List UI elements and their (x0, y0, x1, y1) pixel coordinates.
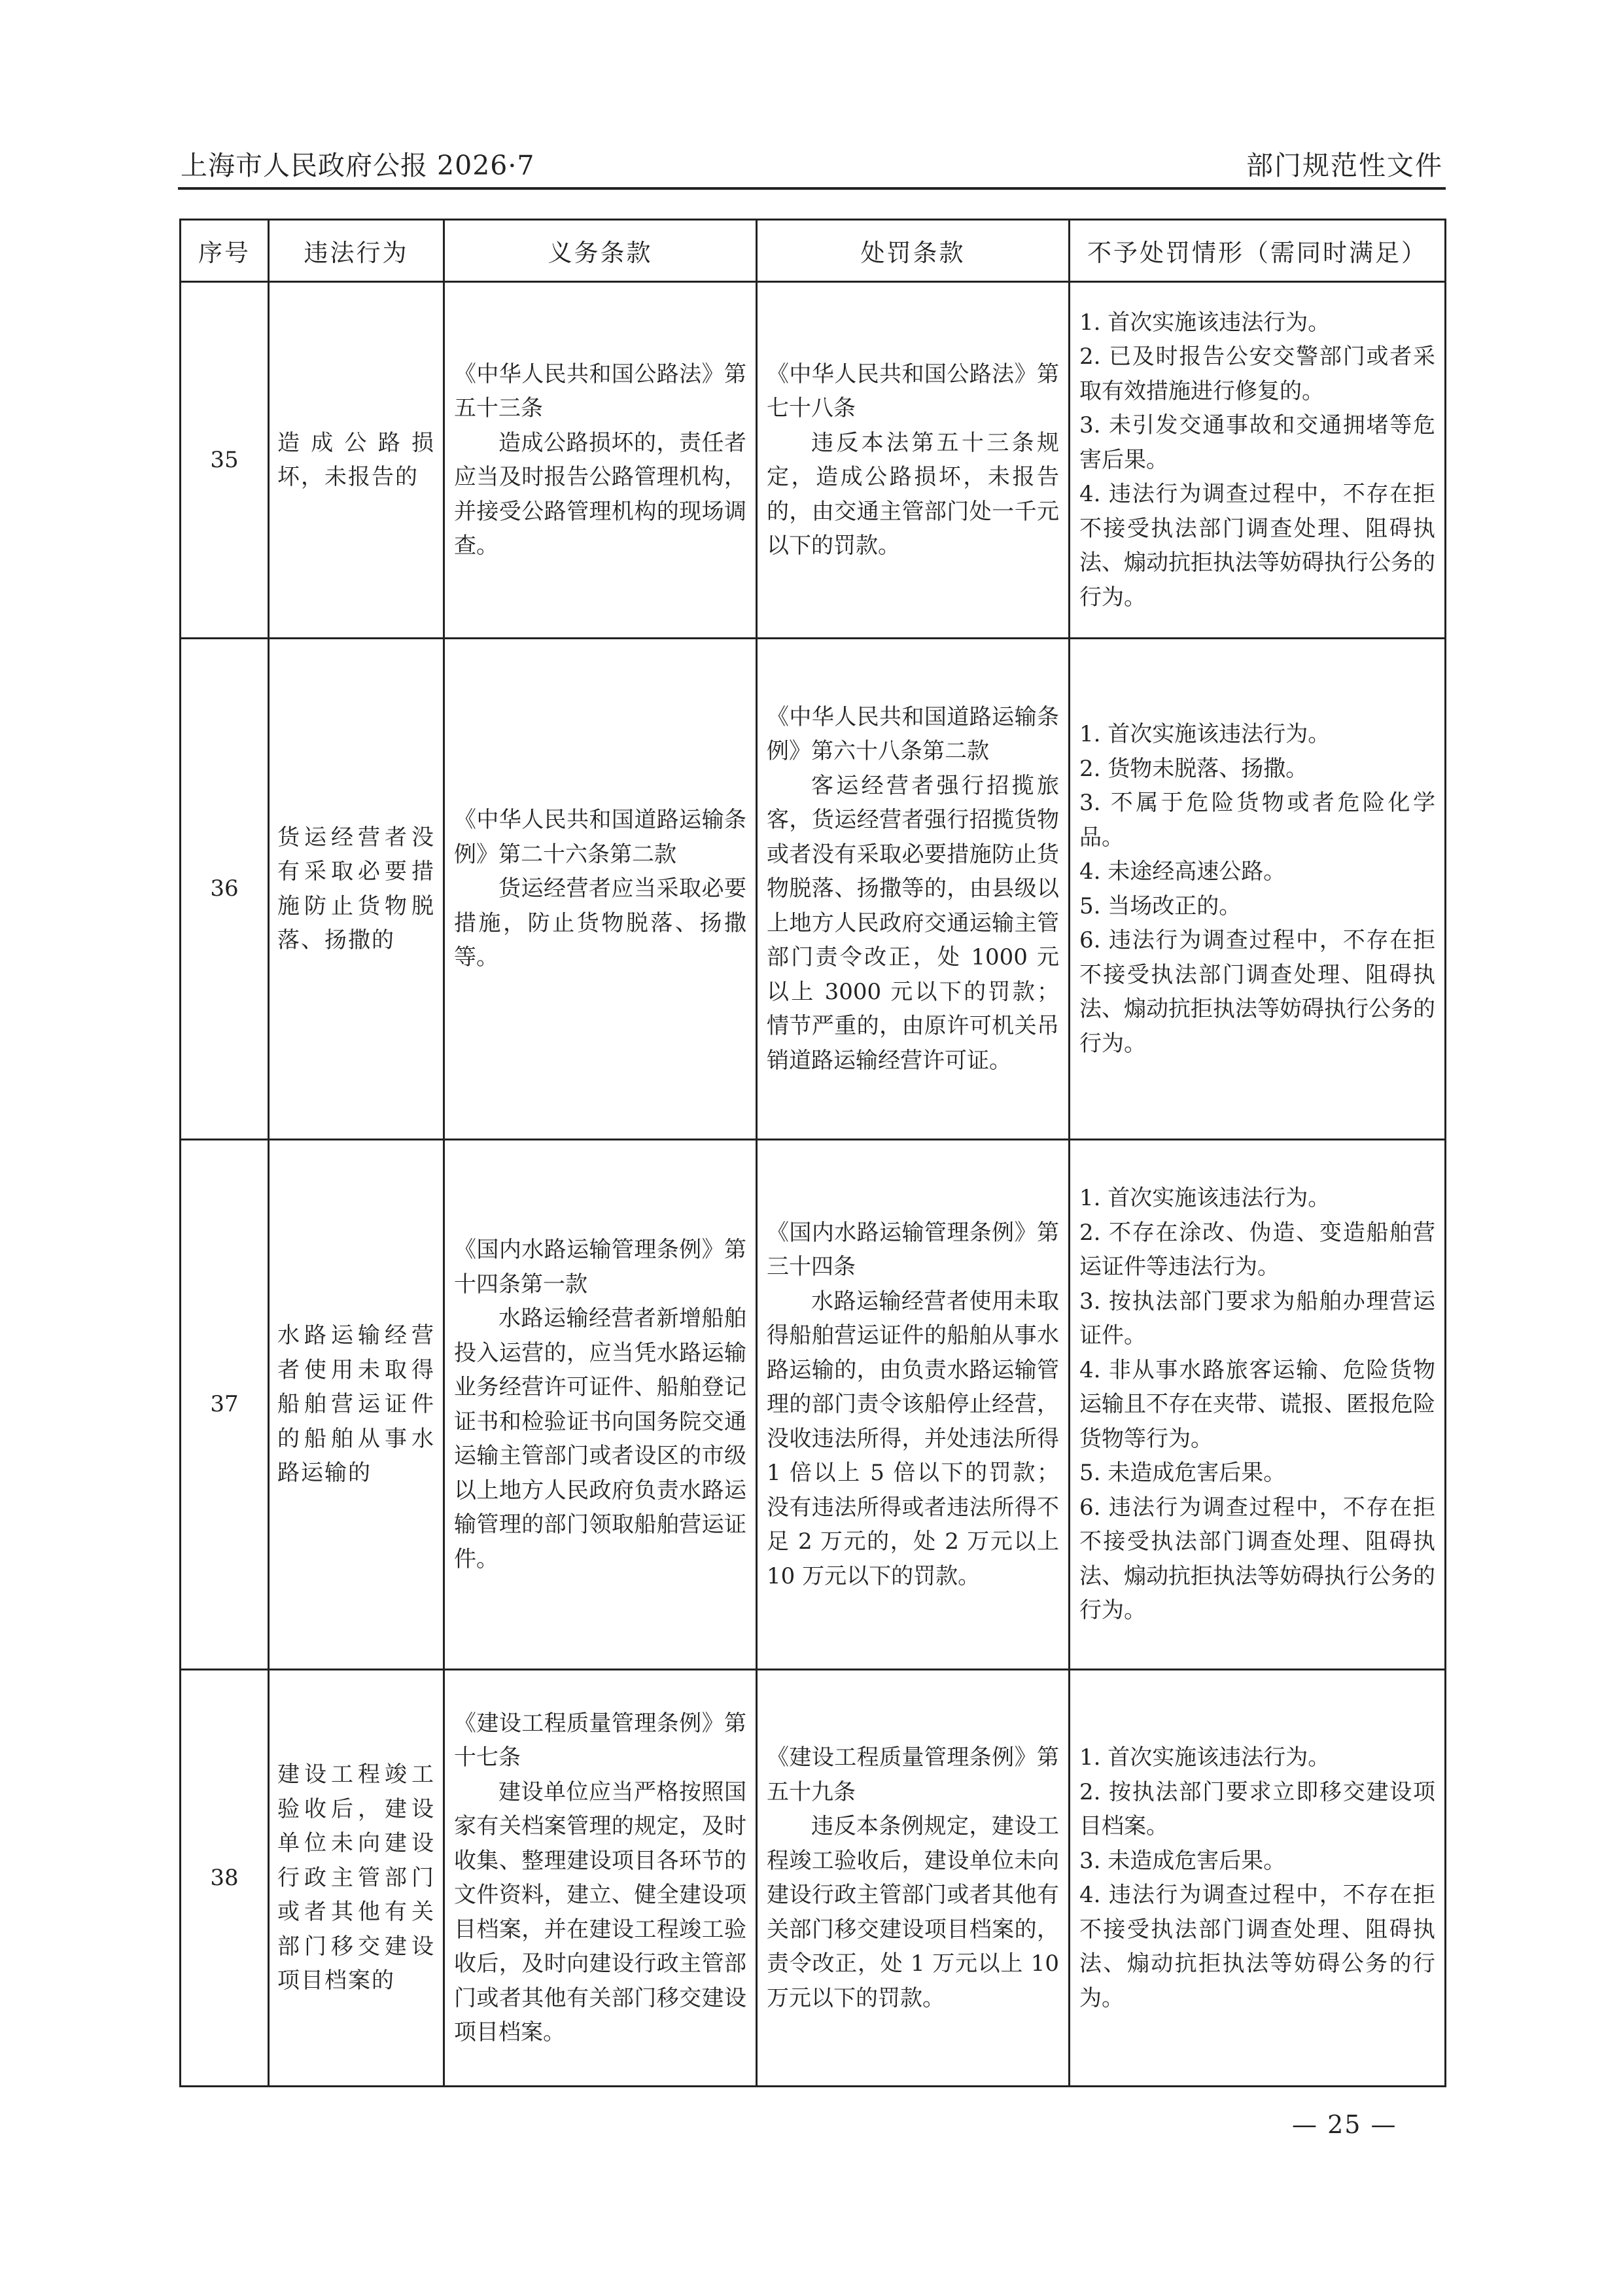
condition-item: 2. 货物未脱落、扬撒。 (1079, 755, 1308, 782)
duty-clause-text: 造成公路损坏的，责任者应当及时报告公路管理机构，并接受公路管理机构的现场调查。 (454, 429, 746, 559)
page-header (178, 131, 1446, 190)
page-number: — 25 — (1292, 2110, 1397, 2139)
condition-item: 1. 首次实施该违法行为。 (1079, 1744, 1331, 1771)
column-header-act: 违法行为 (269, 220, 444, 282)
penalty-clause-title: 《建设工程质量管理条例》第五十九条 (767, 1744, 1059, 1805)
duty-clause-title: 《中华人民共和国道路运输条例》第二十六条第二款 (454, 807, 746, 868)
duty-clause (444, 1670, 757, 2087)
condition-item: 2. 不存在涂改、伪造、变造船舶营运证件等违法行为。 (1079, 1219, 1435, 1280)
penalty-clause-title: 《中华人民共和国公路法》第七十八条 (767, 361, 1059, 421)
violation-act: 货运经营者没有采取必要措施防止货物脱落、扬撒的 (269, 639, 444, 1140)
condition-item: 6. 违法行为调查过程中，不存在拒不接受执法部门调查处理、阻碍执法、煽动抗拒执法等妨碍执行公务的行为。 (1079, 1494, 1435, 1624)
violation-act: 水路运输经营者使用未取得船舶营运证件的船舶从事水路运输的 (269, 1140, 444, 1670)
penalty-clause-text: 客运经营者强行招揽旅客，货运经营者强行招揽货物或者没有采取必要措施防止货物脱落、扬撒等的，由县级以上地方人民政府交通运输主管部门责令改正，处 1000 元以上 3000 元以下的罚款；情节严重的，由原许可机关吊销道路运输经营许可证。 (767, 772, 1059, 1074)
duty-clause (444, 1140, 757, 1670)
penalty-clause (757, 282, 1070, 639)
penalty-clause-title: 《中华人民共和国道路运输条例》第六十八条第二款 (767, 703, 1059, 765)
penalty-clause-text: 违反本条例规定，建设工程竣工验收后，建设单位未向建设行政主管部门或者其他有关部门移交建设项目档案的，责令改正，处 1 万元以上 10 万元以下的罚款。 (767, 1813, 1059, 2011)
section-title: 部门规范性文件 (1246, 150, 1443, 181)
exemption-conditions (1070, 639, 1446, 1140)
penalty-clause-text: 水路运输经营者使用未取得船舶营运证件的船舶从事水路运输的，由负责水路运输管理的部门责令该船停止经营，没收违法所得，并处违法所得 1 倍以上 5 倍以下的罚款；没有违法所得或者违法所得不足 2 万元的，处 2 万元以上 10 万元以下的罚款。 (767, 1288, 1059, 1589)
exemption-conditions (1070, 1140, 1446, 1670)
table-row (181, 1670, 1446, 2087)
duty-clause (444, 639, 757, 1140)
column-header-conditions: 不予处罚情形（需同时满足） (1070, 220, 1446, 282)
table-row (181, 282, 1446, 639)
row-number: 38 (181, 1670, 269, 2087)
condition-item: 1. 首次实施该违法行为。 (1079, 721, 1331, 747)
exemption-conditions (1070, 1670, 1446, 2087)
condition-item: 3. 不属于危险货物或者危险化学品。 (1079, 790, 1435, 851)
violation-act: 造成公路损坏，未报告的 (269, 282, 444, 639)
condition-item: 3. 按执法部门要求为船舶办理营运证件。 (1079, 1288, 1435, 1349)
penalty-clause-text: 违反本法第五十三条规定，造成公路损坏，未报告的，由交通主管部门处一千元以下的罚款。 (767, 429, 1059, 559)
duty-clause-title: 《中华人民共和国公路法》第五十三条 (454, 361, 746, 421)
table-header-row (181, 220, 1446, 282)
condition-item: 5. 未造成危害后果。 (1079, 1460, 1286, 1487)
row-number: 36 (181, 639, 269, 1140)
condition-item: 4. 违法行为调查过程中，不存在拒不接受执法部门调查处理、阻碍执法、煽动抗拒执法等妨碍执行公务的行为。 (1079, 481, 1435, 610)
condition-item: 6. 违法行为调查过程中，不存在拒不接受执法部门调查处理、阻碍执法、煽动抗拒执法等妨碍执行公务的行为。 (1079, 927, 1435, 1057)
condition-item: 3. 未引发交通事故和交通拥堵等危害后果。 (1079, 412, 1435, 473)
condition-item: 5. 当场改正的。 (1079, 892, 1242, 919)
penalty-clause (757, 1670, 1070, 2087)
penalty-exemption-table (179, 219, 1446, 2087)
duty-clause-title: 《建设工程质量管理条例》第十七条 (454, 1710, 746, 1771)
condition-item: 2. 已及时报告公安交警部门或者采取有效措施进行修复的。 (1079, 344, 1435, 404)
duty-clause (444, 282, 757, 639)
condition-item: 1. 首次实施该违法行为。 (1079, 1185, 1331, 1212)
condition-item: 2. 按执法部门要求立即移交建设项目档案。 (1079, 1778, 1435, 1839)
table-row (181, 639, 1446, 1140)
table-row (181, 1140, 1446, 1670)
duty-clause-title: 《国内水路运输管理条例》第十四条第一款 (454, 1237, 746, 1298)
duty-clause-text: 建设单位应当严格按照国家有关档案管理的规定，及时收集、整理建设项目各环节的文件资料，建立、健全建设项目档案，并在建设工程竣工验收后，及时向建设行政主管部门或者其他有关部门移交建设项目档案。 (454, 1778, 746, 2045)
penalty-clause (757, 1140, 1070, 1670)
penalty-clause (757, 639, 1070, 1140)
exemption-conditions (1070, 282, 1446, 639)
duty-clause-text: 货运经营者应当采取必要措施，防止货物脱落、扬撒等。 (454, 875, 746, 971)
condition-item: 4. 非从事水路旅客运输、危险货物运输且不存在夹带、谎报、匿报危险货物等行为。 (1079, 1356, 1435, 1452)
column-header-duty: 义务条款 (444, 220, 757, 282)
condition-item: 4. 未途经高速公路。 (1079, 858, 1286, 885)
condition-item: 1. 首次实施该违法行为。 (1079, 309, 1331, 336)
row-number: 37 (181, 1140, 269, 1670)
duty-clause-text: 水路运输经营者新增船舶投入运营的，应当凭水路运输业务经营许可证件、船舶登记证书和检验证书向国务院交通运输主管部门或者设区的市级以上地方人民政府负责水路运输管理的部门领取船舶营运证件。 (454, 1305, 746, 1572)
penalty-clause-title: 《国内水路运输管理条例》第三十四条 (767, 1219, 1059, 1280)
row-number: 35 (181, 282, 269, 639)
publication-title: 上海市人民政府公报 2026·7 (181, 150, 535, 181)
condition-item: 3. 未造成危害后果。 (1079, 1847, 1286, 1874)
condition-item: 4. 违法行为调查过程中，不存在拒不接受执法部门调查处理、阻碍执法、煽动抗拒执法等妨碍公务的行为。 (1079, 1882, 1435, 2011)
column-header-penalty: 处罚条款 (757, 220, 1070, 282)
violation-act: 建设工程竣工验收后，建设单位未向建设行政主管部门或者其他有关部门移交建设项目档案的 (269, 1670, 444, 2087)
column-header-no: 序号 (181, 220, 269, 282)
